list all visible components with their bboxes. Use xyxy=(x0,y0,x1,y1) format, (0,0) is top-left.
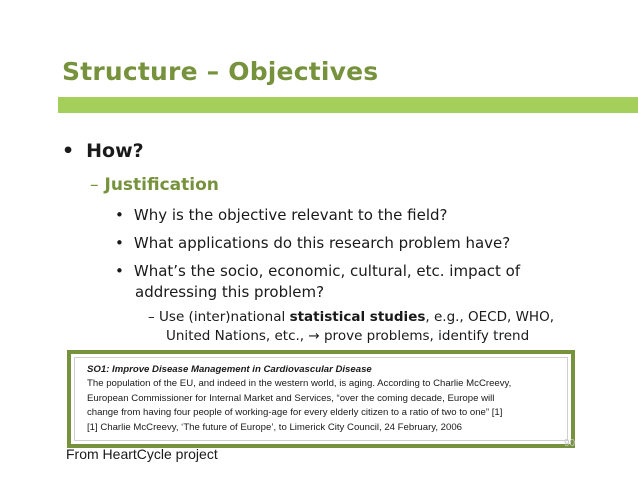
bullet-level4 xyxy=(148,309,554,325)
bullet-level2 xyxy=(90,175,219,195)
title-underline-bar xyxy=(58,97,638,113)
bullet-level3-text: Why is the objective relevant to the field? xyxy=(133,206,448,224)
bullet-level3-text: What applications do this research problem have? xyxy=(133,234,511,252)
bullet-level3 xyxy=(115,262,520,280)
bullet-level1 xyxy=(62,140,144,162)
bullet-level3-text: What’s the socio, economic, cultural, etc. impact of xyxy=(133,262,521,280)
source-caption: From HeartCycle project xyxy=(66,446,218,462)
quote-box xyxy=(67,350,575,448)
bullet-level3-continuation: addressing this problem? xyxy=(135,283,325,301)
bullet-level4-prefix: Use (inter)national xyxy=(159,309,290,325)
quote-box-line: European Commissioner for Internal Market and Services, “over the coming decade, Europe will xyxy=(87,392,495,404)
quote-box-inner xyxy=(74,357,568,441)
bullet-level3 xyxy=(115,206,447,224)
bullet-symbol: • xyxy=(115,262,124,280)
quote-box-line: change from having four people of working-age for every elderly citizen to a ratio of two to one” [1] xyxy=(87,407,503,418)
bullet-symbol: • xyxy=(115,234,124,252)
bullet-level2-text: Justification xyxy=(104,175,219,195)
bullet-symbol: • xyxy=(62,140,75,162)
bullet-level4-bold: statistical studies xyxy=(289,309,426,325)
quote-box-line: [1] Charlie McCreevy, ‘The future of Europe’, to Limerick City Council, 24 February, 2006 xyxy=(87,421,463,433)
page-number: 90 xyxy=(564,438,576,449)
bullet-level1-text: How? xyxy=(86,140,144,162)
bullet-level4-continuation: United Nations, etc., → prove problems, identify trend xyxy=(166,328,530,344)
bullet-level3 xyxy=(115,234,510,252)
bullet-level4-suffix: , e.g., OECD, WHO, xyxy=(425,309,554,325)
bullet-symbol: • xyxy=(115,206,124,224)
quote-box-line: The population of the EU, and indeed in the western world, is aging. According to Charlie McCreevy, xyxy=(87,378,512,389)
dash-symbol: – xyxy=(90,175,99,195)
quote-box-heading: SO1: Improve Disease Management in Cardiovascular Disease xyxy=(87,364,372,375)
dash-symbol: – xyxy=(148,309,155,325)
slide-title: Structure – Objectives xyxy=(62,57,379,86)
